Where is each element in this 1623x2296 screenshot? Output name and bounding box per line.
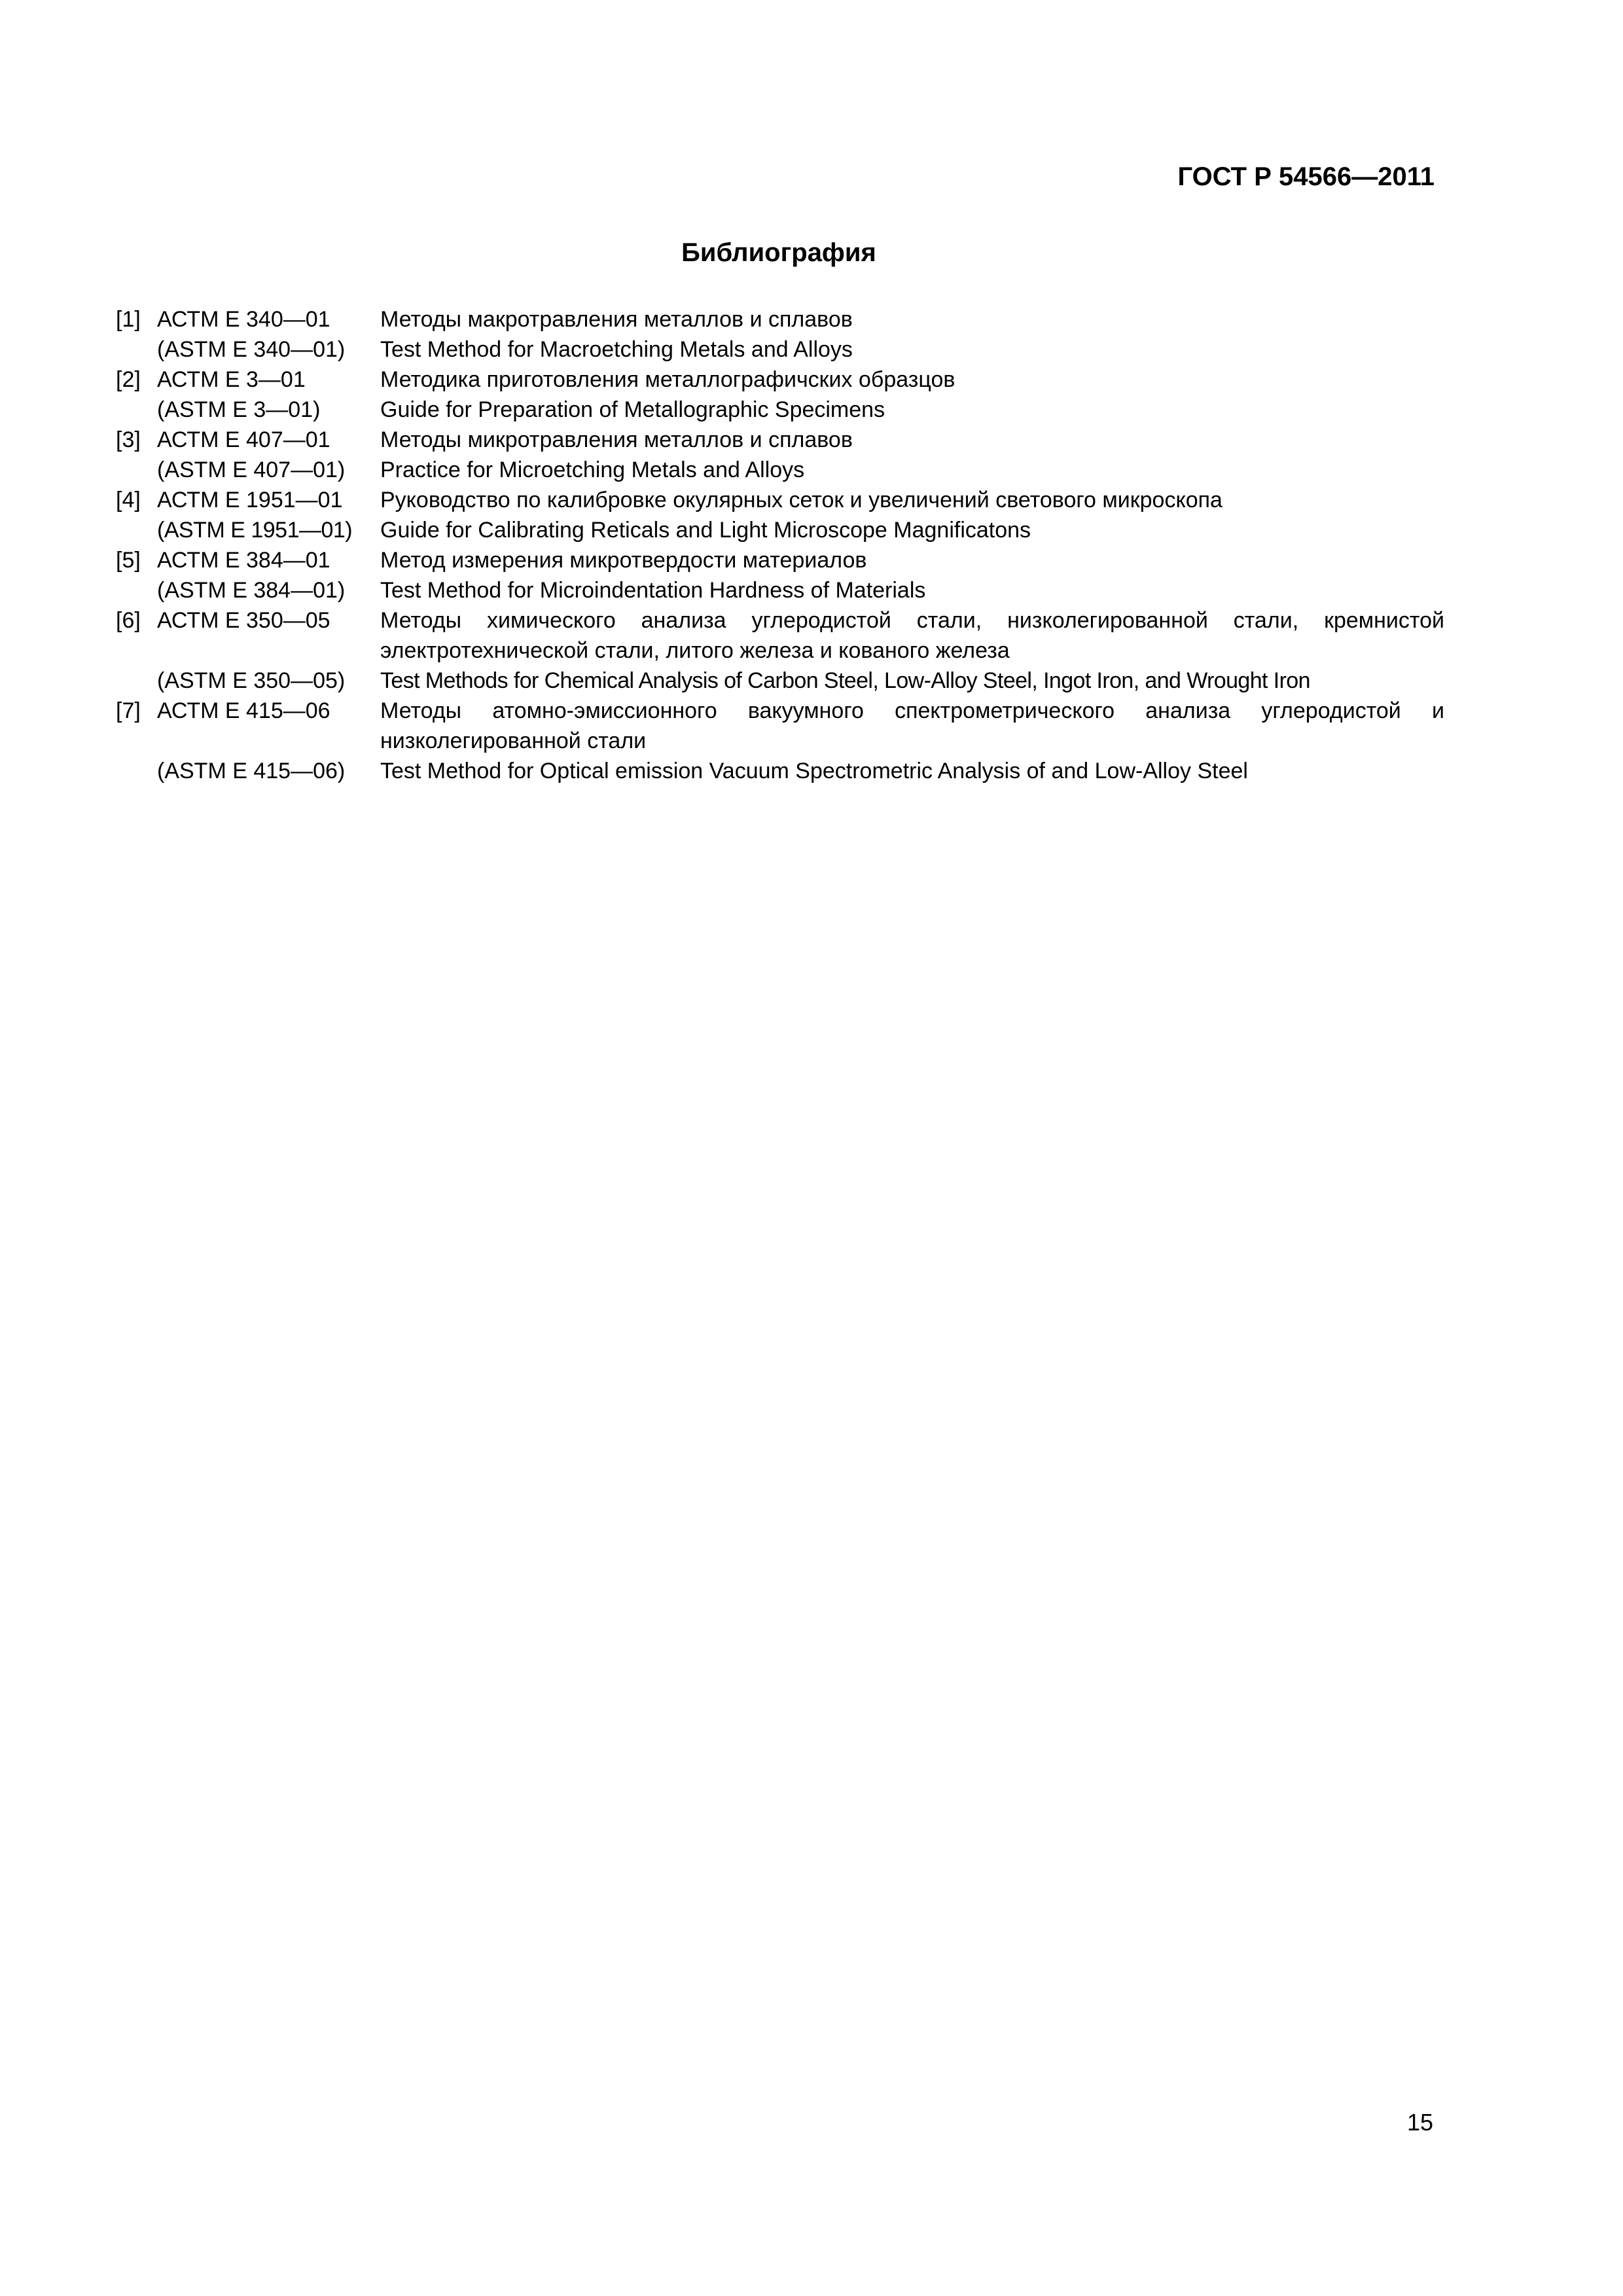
bibliography-entry-en (116, 455, 1444, 485)
entry-code-en: (ASTM E 3—01) (157, 397, 321, 422)
bibliography-entry-ru (116, 696, 1444, 756)
entry-title-en: Guide for Preparation of Metallographic Specimens (380, 397, 885, 422)
bibliography-entry-ru (116, 365, 1444, 395)
bibliography-entry-en (116, 515, 1444, 545)
entry-title-en: Test Method for Optical emission Vacuum Spectrometric Analysis of and Low-Alloy Steel (380, 759, 1248, 783)
entry-code-ru: АСТМ Е 384—01 (157, 548, 330, 573)
entry-code-en: (ASTM E 350—05) (157, 668, 346, 693)
bibliography-title: Библиография (681, 238, 876, 267)
entry-title-ru: Методы химического анализа углеродистой стали, низколегированной стали, кремнистой электротехнической стали, литого железа и кованого железа (380, 608, 1444, 663)
entry-title-ru: Метод измерения микротвердости материалов (380, 548, 867, 573)
entry-code-ru: АСТМ Е 1951—01 (157, 488, 343, 512)
entry-title-en: Test Method for Macroetching Metals and Alloys (380, 337, 853, 362)
entry-code-ru: АСТМ Е 407—01 (157, 427, 330, 452)
bibliography-entry-ru (116, 425, 1444, 455)
entry-code-en: (ASTM E 384—01) (157, 578, 346, 603)
entry-title-en: Practice for Microetching Metals and Alloys (380, 457, 805, 482)
page-number: 15 (1406, 2109, 1433, 2136)
entry-title-en: Test Method for Microindentation Hardness of Materials (380, 578, 926, 603)
entry-number: [7] (116, 698, 141, 723)
bibliography-entry-en (116, 756, 1444, 786)
entry-code-ru: АСТМ Е 3—01 (157, 367, 306, 392)
entry-title-ru: Руководство по калибровке окулярных сеток и увеличений светового микроскопа (380, 488, 1222, 512)
entry-number: [2] (116, 367, 141, 392)
entry-title-ru: Методика приготовления металлографичских образцов (380, 367, 955, 392)
entry-code-en: (ASTM E 407—01) (157, 457, 346, 482)
entry-number: [4] (116, 488, 141, 512)
entry-code-en: (ASTM E 340—01) (157, 337, 346, 362)
bibliography-entry-en (116, 666, 1444, 696)
entry-code-en: (ASTM E 1951—01) (157, 518, 353, 543)
entry-number: [1] (116, 307, 141, 332)
entry-code-ru: АСТМ Е 415—06 (157, 698, 330, 723)
bibliography-entry-ru (116, 485, 1444, 515)
bibliography-entry-ru (116, 304, 1444, 334)
entry-title-ru: Методы микротравления металлов и сплавов (380, 427, 853, 452)
entry-number: [6] (116, 608, 141, 633)
bibliography-entry-ru (116, 545, 1444, 575)
bibliography-list (116, 304, 1444, 786)
entry-code-ru: АСТМ Е 350—05 (157, 608, 330, 633)
entry-title-ru: Методы атомно-эмиссионного вакуумного спектрометрического анализа углеродистой и низколегированной стали (380, 698, 1444, 753)
bibliography-entry-en (116, 334, 1444, 365)
entry-code-en: (ASTM E 415—06) (157, 759, 346, 783)
entry-number: [5] (116, 548, 141, 573)
document-code: ГОСТ Р 54566—2011 (1177, 162, 1435, 191)
entry-title-en: Guide for Calibrating Reticals and Light Microscope Magnificatons (380, 518, 1031, 543)
bibliography-entry-ru (116, 605, 1444, 666)
bibliography-entry-en (116, 395, 1444, 425)
entry-title-ru: Методы макротравления металлов и сплавов (380, 307, 853, 332)
entry-number: [3] (116, 427, 141, 452)
bibliography-entry-en (116, 575, 1444, 605)
entry-title-en: Test Methods for Chemical Analysis of Carbon Steel, Low-Alloy Steel, Ingot Iron, and Wrought Iron (380, 668, 1310, 693)
entry-code-ru: АСТМ Е 340—01 (157, 307, 330, 332)
